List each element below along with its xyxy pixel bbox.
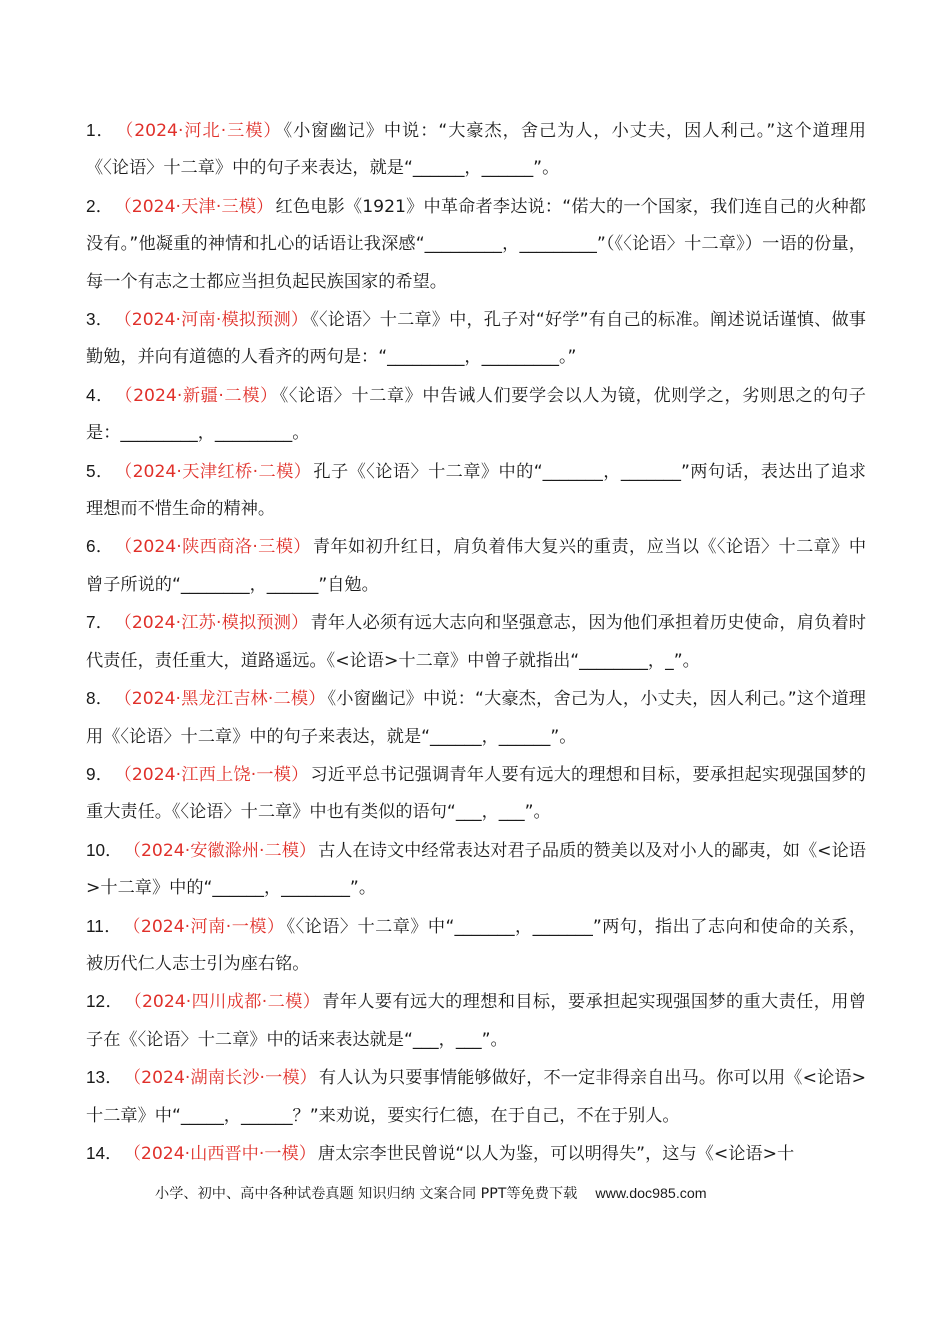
question-item [86, 188, 866, 301]
question-number: 1． [86, 120, 115, 140]
question-text: 《小窗幽记》中说：“大豪杰，舍己为人，小丈夫，因人利己。”这个道理用《〈论语〉十二章》中的句子来表达，就是“______，______”。 [86, 121, 866, 179]
question-number: 13． [86, 1067, 123, 1088]
question-item [86, 453, 866, 529]
question-item [86, 528, 866, 604]
question-number: 9． [86, 763, 114, 784]
question-item [86, 756, 866, 832]
question-number: 8． [86, 688, 114, 709]
question-source: （2024·安徽滁州·二模） [132, 840, 317, 861]
question-item [86, 983, 866, 1059]
question-text: 《小窗幽记》中说：“大豪杰，舍己为人，小丈夫，因人利己。”这个道理用《〈论语〉十二章》中的句子来表达，就是“______，______”。 [86, 689, 866, 747]
question-text: 《〈论语〉十二章》中“_______，_______”两句，指出了志向和使命的关系，被历代仁人志士引为座右铭。 [86, 916, 867, 974]
question-source: （2024·新疆·二模） [123, 385, 278, 406]
question-item [86, 604, 866, 680]
question-text: 古人在诗文中经常表达对君子品质的赞美以及对小人的鄙夷，如《<论语>十二章》中的“______，________”。 [86, 840, 866, 899]
question-number: 14． [86, 1142, 123, 1163]
question-number: 7． [86, 612, 114, 633]
question-number: 11． [86, 915, 122, 936]
question-number: 4． [86, 384, 114, 405]
question-text: 习近平总书记强调青年人要有远大的理想和目标，要承担起实现强国梦的重大责任。《〈论语〉十二章》中也有类似的语句“___，___”。 [86, 764, 866, 823]
question-item [86, 377, 866, 453]
question-source: （2024·河北·三模） [124, 121, 282, 141]
question-item [86, 112, 866, 188]
question-list [86, 112, 866, 1173]
question-item [86, 1059, 866, 1135]
question-item [86, 680, 866, 756]
question-source: （2024·河南·模拟预测） [123, 310, 309, 331]
question-item [86, 832, 866, 908]
question-text: 红色电影《1921》中革命者李达说：“偌大的一个国家，我们连自己的火种都没有。”他凝重的神情和扎心的话语让我深感“_________，_________”（《〈论语〉十二章》）一语的份量，每一个有志之士都应当担负起民族国家的希望。 [86, 196, 866, 292]
question-source: （2024·湖南长沙·一模） [132, 1068, 317, 1089]
question-item [86, 1135, 866, 1173]
question-text: 《〈论语〉十二章》中，孔子对“好学”有自己的标准。阐述说话谨慎、做事勤勉，并向有道德的人看齐的两句是：“_________，_________。” [86, 310, 866, 368]
question-number: 3． [86, 309, 114, 330]
question-number: 6． [86, 536, 114, 557]
page-footer [155, 1183, 835, 1205]
question-text: 青年如初升红日，肩负着伟大复兴的重责，应当以《〈论语〉十二章》中曾子所说的“________，______”自勉。 [86, 537, 867, 595]
question-source: （2024·天津·三模） [123, 196, 274, 217]
question-item [86, 301, 866, 377]
question-source: （2024·河南·一模） [131, 916, 285, 937]
question-text: 青年人必须有远大志向和坚强意志，因为他们承担着历史使命，肩负着时代责任，责任重大，道路遥远。《<论语>十二章》中曾子就指出“________，_”。 [86, 613, 866, 671]
question-source: （2024·山西晋中·一模） [132, 1143, 316, 1164]
question-text: 青年人要有远大的理想和目标，要承担起实现强国梦的重大责任，用曾子在《〈论语〉十二章》中的话来表达就是“___，___”。 [86, 992, 866, 1050]
question-source: （2024·四川成都·二模） [133, 992, 321, 1013]
question-number: 10． [86, 839, 123, 860]
footer-url[interactable]: www.doc985.com [595, 1186, 707, 1202]
question-text: 孔子《〈论语〉十二章》中的“_______，_______”两句话，表达出了追求理想而不惜生命的精神。 [86, 461, 866, 520]
question-text: 唐太宗李世民曾说“以人为鉴，可以明得失”，这与《<论语>十 [317, 1143, 795, 1164]
question-source: （2024·江西上饶·一模） [123, 764, 309, 785]
question-source: （2024·黑龙江吉林·二模） [123, 689, 326, 710]
question-number: 5． [86, 460, 114, 481]
question-source: （2024·陕西商洛·三模） [123, 537, 311, 558]
question-number: 2． [86, 195, 114, 216]
question-text: 有人认为只要事情能够做好，不一定非得亲自出马。你可以用《<论语>十二章》中“_____，______？”来劝说，要实行仁德，在于自己，不在于别人。 [86, 1068, 866, 1126]
question-source: （2024·江苏·模拟预测） [123, 613, 309, 634]
question-number: 12． [86, 991, 124, 1012]
footer-text: 小学、初中、高中各种试卷真题 知识归纳 文案合同 PPT等免费下载 [155, 1186, 578, 1202]
question-item [86, 908, 866, 984]
question-source: （2024·天津红桥·二模） [123, 461, 312, 482]
question-text: 《〈论语〉十二章》中告诫人们要学会以人为镜，优则学之，劣则思之的句子是：_________，_________。 [86, 385, 866, 444]
